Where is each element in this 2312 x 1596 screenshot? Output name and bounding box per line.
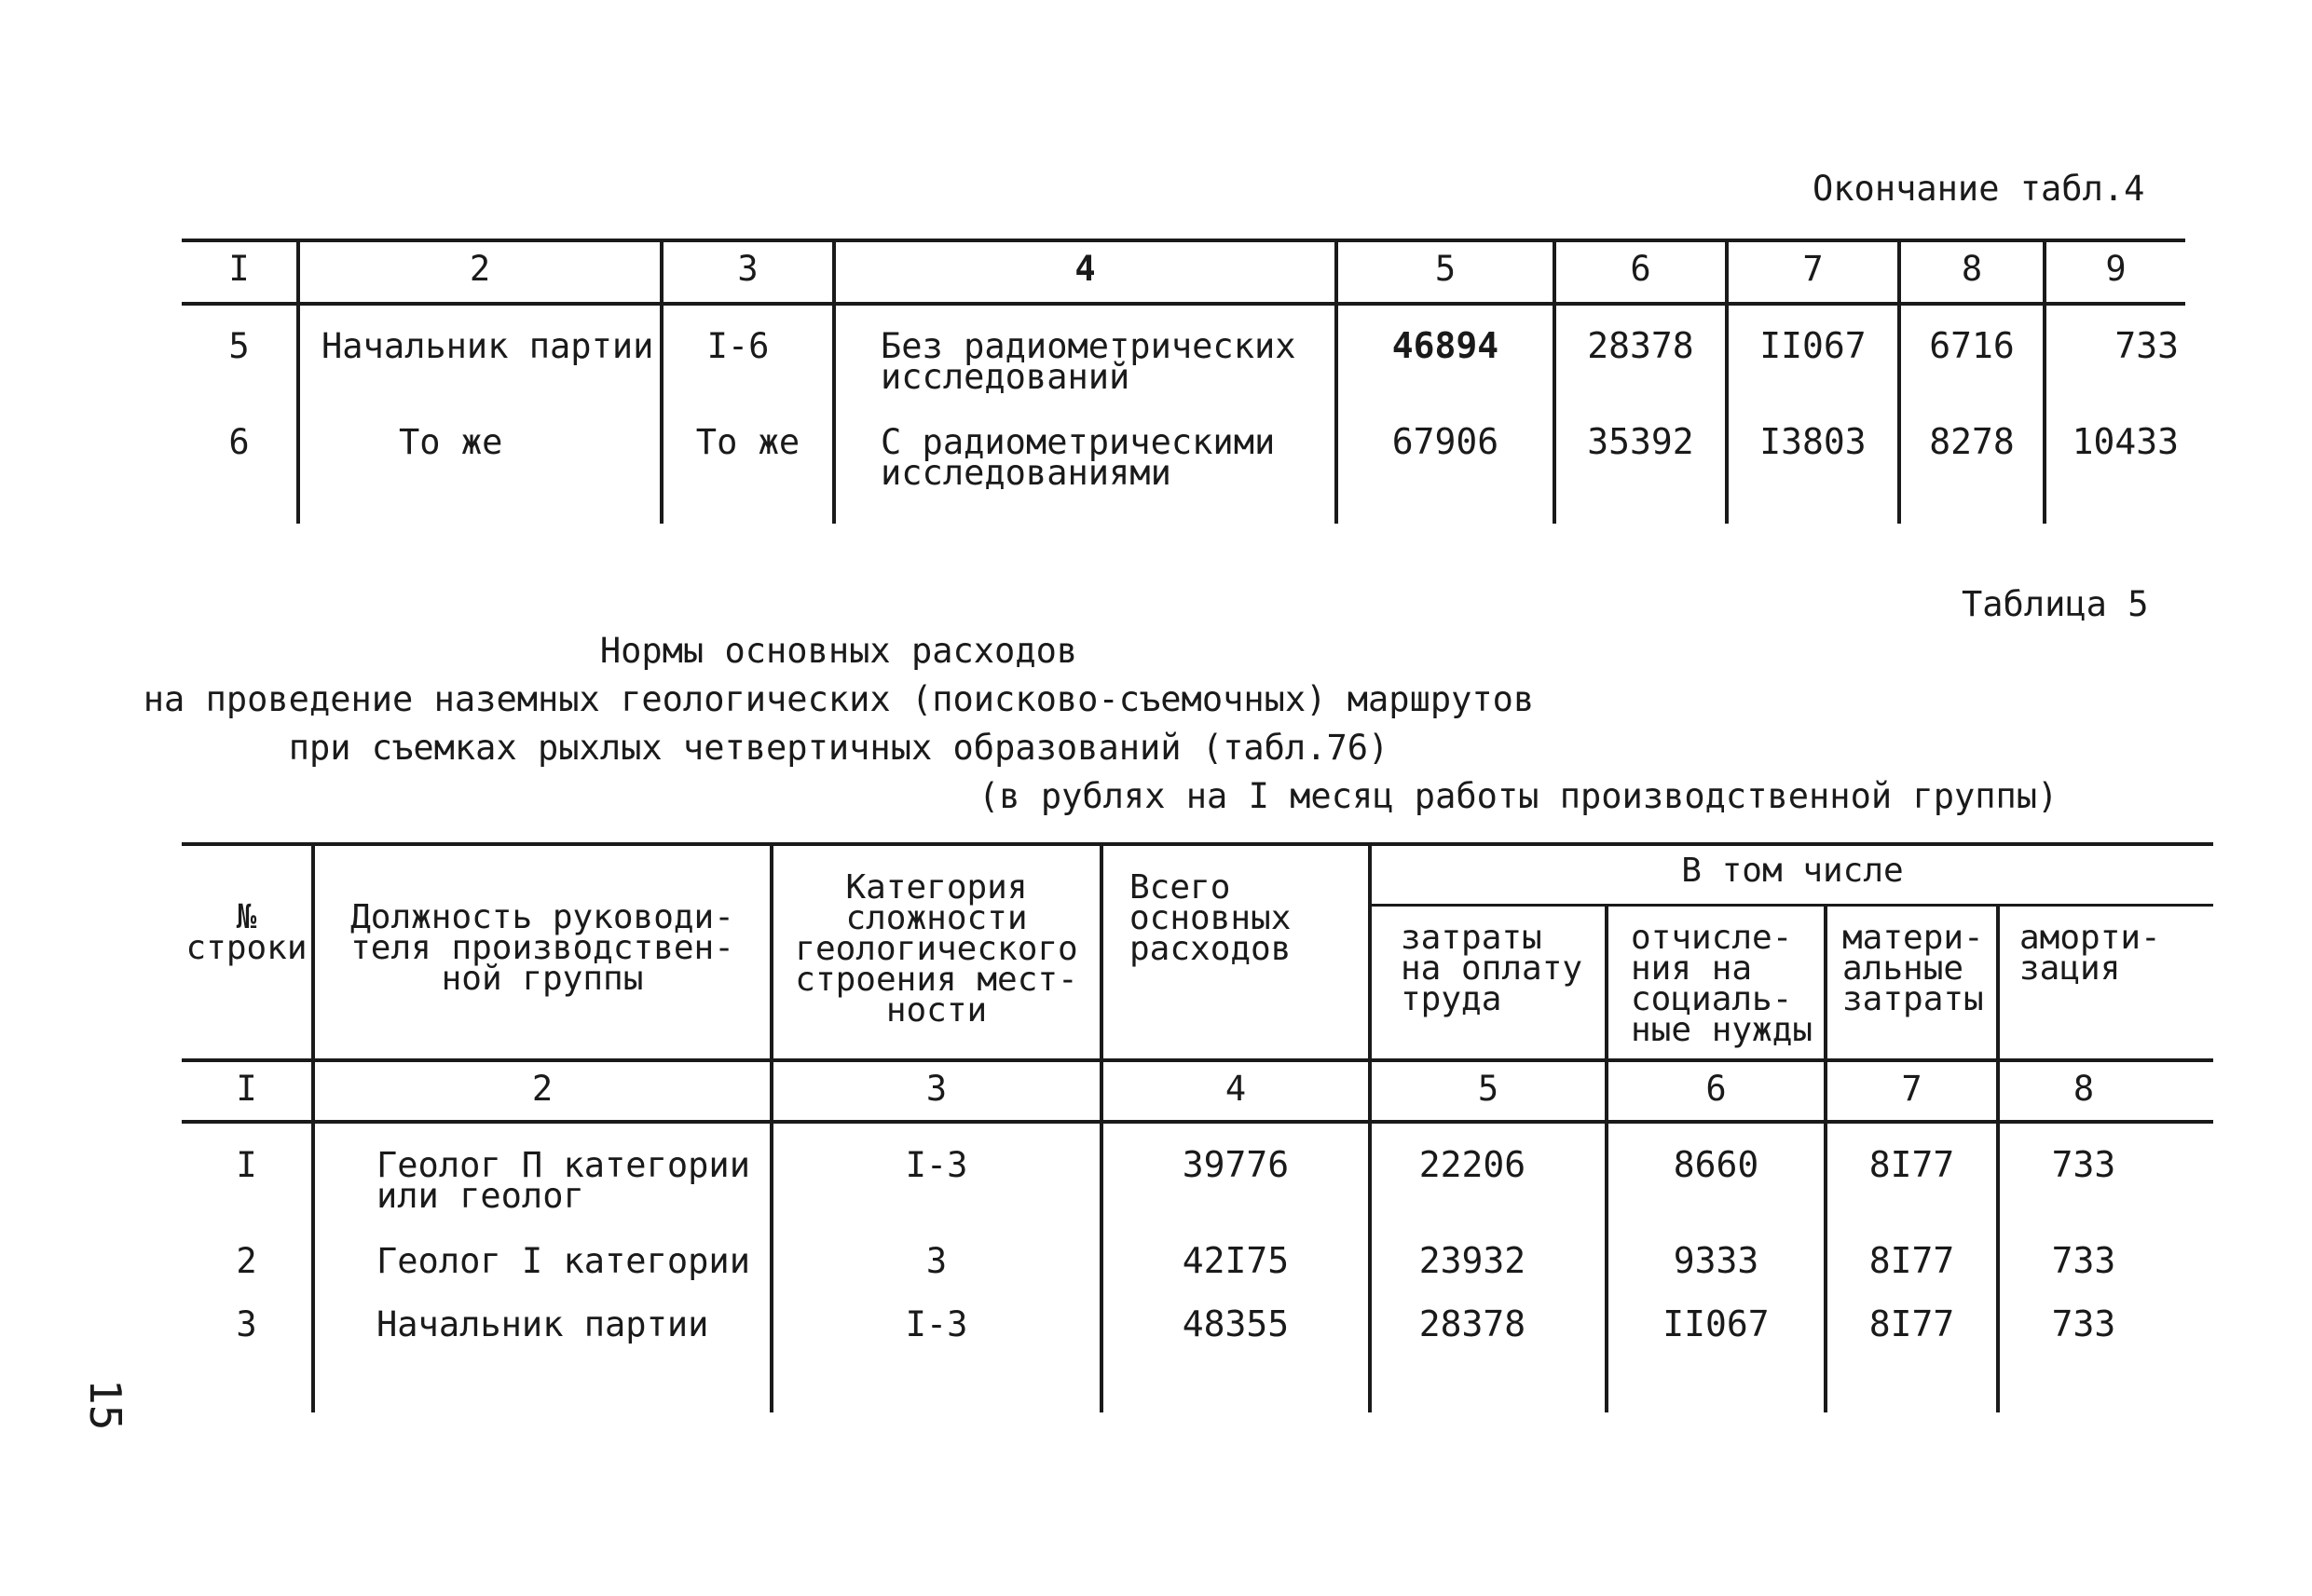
header-total: Всего основных расходов <box>1129 868 1292 968</box>
header-amortization: аморти- зация <box>2019 919 2161 988</box>
header-category: Категория сложности геологического строения мест- ности <box>795 868 1078 1030</box>
table4-colnum: 2 <box>469 249 491 289</box>
description-cell: С радиометрическими исследованиями <box>881 422 1276 493</box>
amort-cell: 733 <box>2051 1144 2116 1185</box>
description-cell: Без радиометрических исследований <box>881 326 1296 397</box>
table4-caption: Окончание табл.4 <box>1813 169 2145 209</box>
table5-colnum: 6 <box>1705 1069 1727 1109</box>
labor-cell: 23932 <box>1418 1240 1526 1281</box>
table5-subheader-rule <box>1372 904 2213 907</box>
table5-colnum: 8 <box>2073 1069 2095 1109</box>
table5-colnum: I <box>236 1069 257 1109</box>
table5-colnum: 4 <box>1224 1069 1247 1109</box>
position-cell: То же <box>399 422 503 462</box>
table4-colnum: I <box>228 249 250 289</box>
value-cell: 10433 <box>2072 421 2179 462</box>
value-cell: I3803 <box>1759 421 1867 462</box>
row-number: I <box>236 1145 257 1185</box>
table5-colnum: 5 <box>1477 1069 1499 1109</box>
category-cell: I-6 <box>706 326 770 366</box>
position-cell: Начальник партии <box>376 1304 709 1344</box>
amort-cell: 733 <box>2051 1303 2116 1344</box>
value-cell: 67906 <box>1391 421 1499 462</box>
header-labor: затраты на оплату труда <box>1401 919 1583 1018</box>
header-position: Должность руководи- теля производствен- ной группы <box>350 898 734 998</box>
value-cell: 35392 <box>1587 421 1694 462</box>
labor-cell: 22206 <box>1418 1144 1526 1185</box>
material-cell: 8I77 <box>1868 1240 1955 1281</box>
amort-cell: 733 <box>2051 1240 2116 1281</box>
social-cell: 8660 <box>1673 1144 1759 1185</box>
position-cell: Геолог I категории <box>376 1241 750 1281</box>
value-cell: 6716 <box>1929 325 2015 366</box>
row-number: 3 <box>236 1304 257 1344</box>
table4-colnum: 4 <box>1074 249 1096 289</box>
table4-top-rule <box>182 239 2185 242</box>
page-number: 15 <box>80 1379 130 1431</box>
table4-colnum: 3 <box>737 249 759 289</box>
table5-colnum: 3 <box>925 1069 948 1109</box>
position-cell: Начальник партии <box>321 326 654 366</box>
header-including: В том числе <box>1681 852 1904 890</box>
table5-title-line3: при съемках рыхлых четвертичных образований (табл.76) <box>288 728 1389 768</box>
table5-title-line1: Нормы основных расходов <box>599 631 1078 671</box>
table4-colnum: 6 <box>1630 249 1651 289</box>
value-cell: II067 <box>1759 325 1867 366</box>
labor-cell: 28378 <box>1418 1303 1526 1344</box>
header-material: матери- альные затраты <box>1842 919 1984 1018</box>
table5-colnum-rule <box>182 1120 2213 1124</box>
table5-header-rule <box>182 1058 2213 1062</box>
value-cell: 733 <box>2114 325 2179 366</box>
row-number: 5 <box>228 326 250 366</box>
total-cell: 48355 <box>1182 1303 1290 1344</box>
material-cell: 8I77 <box>1868 1303 1955 1344</box>
value-cell: 46894 <box>1391 325 1499 366</box>
category-cell: То же <box>695 422 800 462</box>
category-cell: I-3 <box>905 1145 968 1185</box>
header-row-number: № строки <box>185 898 308 967</box>
social-cell: II067 <box>1662 1303 1770 1344</box>
material-cell: 8I77 <box>1868 1144 1955 1185</box>
total-cell: 39776 <box>1182 1144 1290 1185</box>
value-cell: 8278 <box>1929 421 2015 462</box>
table5-title-line2: на проведение наземных геологических (поисково-съемочных) маршрутов <box>143 679 1535 719</box>
table4-colnum: 5 <box>1434 249 1457 289</box>
category-cell: I-3 <box>905 1304 968 1344</box>
position-cell: Геолог П категории или геолог <box>376 1145 750 1216</box>
table4-colnum: 9 <box>2105 249 2127 289</box>
value-cell: 28378 <box>1587 325 1694 366</box>
row-number: 2 <box>236 1241 257 1281</box>
table5-colnum: 2 <box>531 1069 554 1109</box>
row-number: 6 <box>228 422 250 462</box>
table5-top-rule <box>182 842 2213 846</box>
header-social: отчисле- ния на социаль- ные нужды <box>1631 919 1813 1049</box>
social-cell: 9333 <box>1673 1240 1759 1281</box>
table5-subtitle: (в рублях на I месяц работы производственной группы) <box>978 776 2059 816</box>
table4-colnum: 7 <box>1802 249 1824 289</box>
table5-label: Таблица 5 <box>1962 584 2149 624</box>
category-cell: 3 <box>925 1241 948 1281</box>
total-cell: 42I75 <box>1182 1240 1290 1281</box>
table4-header-rule <box>182 302 2185 306</box>
table5-colnum: 7 <box>1901 1069 1922 1109</box>
table4-colnum: 8 <box>1961 249 1983 289</box>
